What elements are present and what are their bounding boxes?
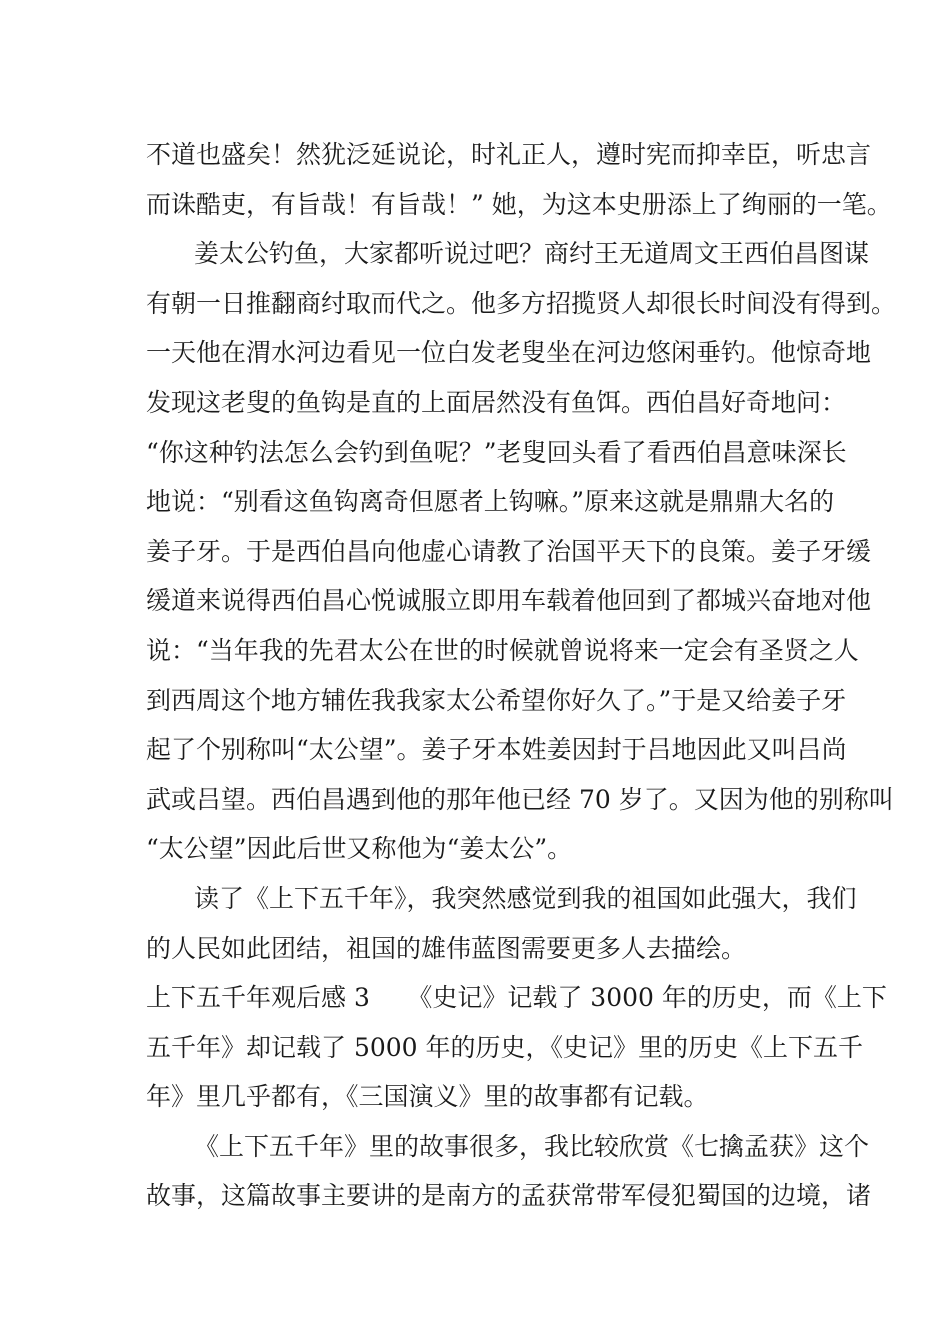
text-line: 地说：“别看这鱼钩离奇但愿者上钩嘛。”原来这就是鼎鼎大名的 xyxy=(146,487,835,517)
text-line: 姜太公钓鱼，大家都听说过吧？商纣王无道周文王西伯昌图谋 xyxy=(194,239,870,269)
text-line: 起了个别称叫“太公望”。姜子牙本姓姜因封于吕地因此又叫吕尚 xyxy=(146,735,847,765)
text-line: 的人民如此团结，祖国的雄伟蓝图需要更多人去描绘。 xyxy=(146,933,747,963)
text-line: “你这种钓法怎么会钓到鱼呢？”老叟回头看了看西伯昌意味深长 xyxy=(146,437,847,467)
text-line: 《上下五千年》里的故事很多，我比较欣赏《七擒孟获》这个 xyxy=(194,1131,870,1161)
text-line: 缓道来说得西伯昌心悦诚服立即用车载着他回到了都城兴奋地对他 xyxy=(146,586,872,616)
document-body xyxy=(146,130,897,1221)
text-line: 读了《上下五千年》，我突然感觉到我的祖国如此强大，我们 xyxy=(194,883,857,913)
text-line: 一天他在渭水河边看见一位白发老叟坐在河边悠闲垂钓。他惊奇地 xyxy=(146,338,872,368)
text-line: 故事，这篇故事主要讲的是南方的孟获常带军侵犯蜀国的边境，诸 xyxy=(146,1181,872,1211)
text-line: 发现这老叟的鱼钩是直的上面居然没有鱼饵。西伯昌好奇地问： xyxy=(146,387,847,417)
text-line: 五千年》却记载了 5000 年的历史，《史记》里的历史《上下五千 xyxy=(146,1032,864,1062)
text-line: 说：“当年我的先君太公在世的时候就曾说将来一定会有圣贤之人 xyxy=(146,635,859,665)
text-line: “太公望”因此后世又称他为“姜太公”。 xyxy=(146,834,573,864)
text-line: 有朝一日推翻商纣取而代之。他多方招揽贤人却很长时间没有得到。 xyxy=(146,288,897,318)
text-line: 不道也盛矣！然犹泛延说论，时礼正人，遵时宪而抑幸臣，听忠言 xyxy=(146,140,872,169)
text-line: 年》里几乎都有，《三国演义》里的故事都有记载。 xyxy=(146,1082,709,1112)
text-line: 武或吕望。西伯昌遇到他的那年他已经 70 岁了。又因为他的别称叫 xyxy=(146,784,894,814)
text-line: 姜子牙。于是西伯昌向他虚心请教了治国平天下的良策。姜子牙缓 xyxy=(146,536,872,566)
text-line: 到西周这个地方辅佐我我家太公希望你好久了。”于是又给姜子牙 xyxy=(146,685,847,715)
text-line: 而诛酷吏，有旨哉！有旨哉！” 她，为这本史册添上了绚丽的一笔。 xyxy=(146,189,892,219)
text-line: 上下五千年观后感 3 《史记》记载了 3000 年的历史，而《上下 xyxy=(146,983,887,1013)
